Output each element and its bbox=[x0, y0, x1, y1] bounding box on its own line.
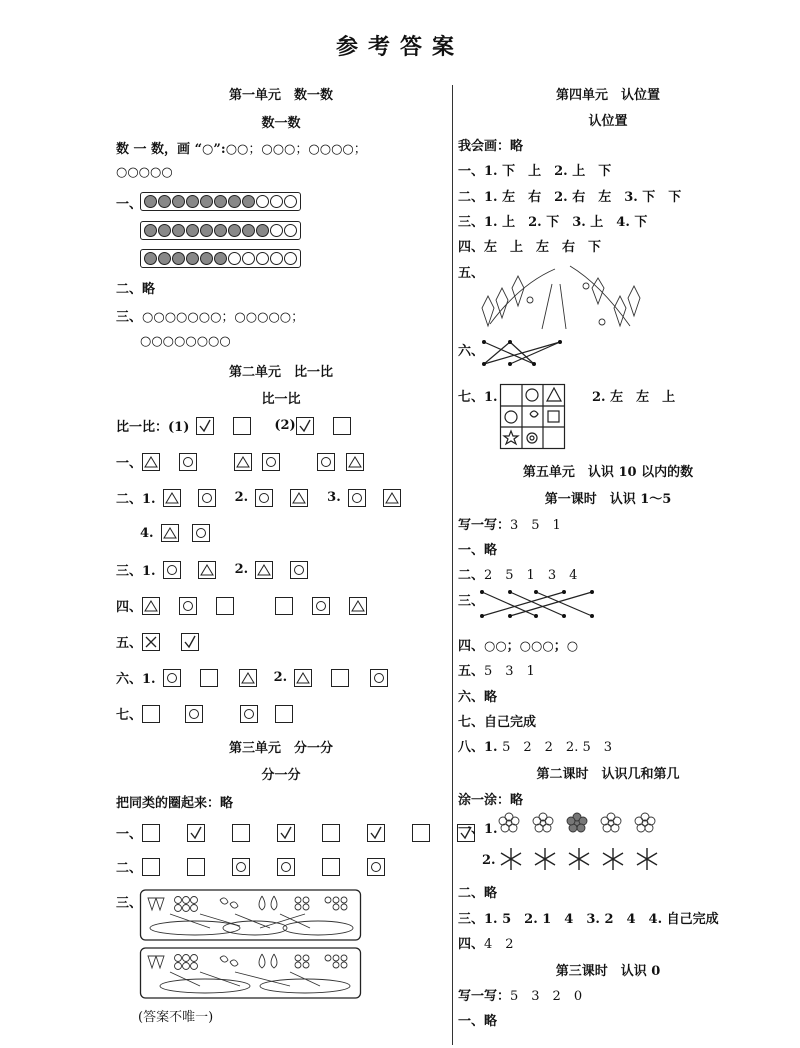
u2-q4-label: 四、 bbox=[116, 600, 143, 615]
unit1-heading: 第一单元 数一数 bbox=[228, 88, 333, 103]
u2-q2-label: 二、1. bbox=[116, 492, 156, 507]
l1-i-line bbox=[458, 736, 612, 755]
cross-box bbox=[142, 633, 160, 651]
l2-b-label: 一、1. bbox=[458, 822, 498, 837]
filled-bead bbox=[172, 252, 185, 265]
empty-box bbox=[275, 597, 293, 615]
star-row bbox=[500, 846, 670, 872]
filled-bead bbox=[172, 195, 185, 208]
empty-bead bbox=[284, 195, 297, 208]
triangle-box bbox=[290, 489, 308, 507]
filled-bead bbox=[144, 252, 157, 265]
empty-box bbox=[216, 597, 234, 615]
circle-box bbox=[179, 597, 197, 615]
empty-box bbox=[233, 417, 251, 435]
l2-f-label: 四、 bbox=[458, 937, 485, 952]
l1-i-value: 5 2 2 2. 5 3 bbox=[502, 740, 613, 755]
empty-bead bbox=[270, 195, 283, 208]
triangle-box bbox=[142, 597, 160, 615]
circle-box bbox=[240, 705, 258, 723]
empty-box bbox=[142, 858, 160, 876]
filled-bead bbox=[186, 195, 199, 208]
empty-bead bbox=[242, 252, 255, 265]
l1-c-line bbox=[458, 564, 577, 583]
empty-box bbox=[412, 824, 430, 842]
r2-label: 一、1. bbox=[458, 164, 498, 179]
filled-bead bbox=[186, 224, 199, 237]
filled-bead bbox=[158, 195, 171, 208]
r7-label: 六、 bbox=[458, 344, 485, 359]
l1-a-line bbox=[458, 514, 561, 533]
filled-bead bbox=[144, 195, 157, 208]
l2-d-line: 二、略 bbox=[458, 886, 498, 901]
u2-q7-line bbox=[116, 704, 300, 723]
u2-q2-line2 bbox=[140, 524, 217, 542]
u2-q6-label: 六、1. bbox=[116, 672, 156, 687]
triangle-box bbox=[198, 561, 216, 579]
unit5-heading: 第五单元 认识 10 以内的数 bbox=[522, 465, 694, 480]
unit4-subheading: 认位置 bbox=[588, 114, 628, 129]
u2-q5-label: 五、 bbox=[116, 636, 143, 651]
bead-row-1 bbox=[140, 192, 301, 211]
l3-a-line bbox=[458, 985, 582, 1004]
u3-q3-label: 三、 bbox=[116, 896, 143, 911]
circle-box bbox=[179, 453, 197, 471]
empty-box bbox=[232, 824, 250, 842]
l1-f-value: 5 3 1 bbox=[484, 664, 535, 679]
circle-box bbox=[198, 489, 216, 507]
u2-q6-b: 2. bbox=[273, 670, 288, 685]
filled-bead bbox=[158, 224, 171, 237]
l1-d-label: 三、 bbox=[458, 594, 485, 609]
u1-line1-rest: ○○；○○○；○○○○； bbox=[225, 142, 367, 157]
r5-line: 四、左 上 左 右 下 bbox=[458, 240, 602, 255]
bead-row-2 bbox=[140, 221, 301, 240]
q3-line bbox=[116, 306, 304, 325]
l1-f-label: 五、 bbox=[458, 664, 485, 679]
r3-line bbox=[458, 186, 681, 205]
circle-box bbox=[185, 705, 203, 723]
r8-label: 七、1. bbox=[458, 390, 498, 405]
r6-label: 五、 bbox=[458, 266, 485, 281]
r4-rest: 上 2. 下 3. 上 4. 下 bbox=[502, 215, 648, 230]
r8-rest: 2. 左 左 上 bbox=[592, 390, 676, 405]
l2-e-value: 5 2. 1 4 3. 2 4 4. 自己完成 bbox=[502, 912, 719, 927]
unit2-subheading: 比一比 bbox=[261, 392, 301, 407]
empty-box bbox=[187, 858, 205, 876]
bead-strip bbox=[140, 192, 301, 211]
unit4-heading: 第四单元 认位置 bbox=[555, 88, 660, 103]
filled-bead bbox=[228, 224, 241, 237]
triangle-box bbox=[234, 453, 252, 471]
bi-label: 比一比：(1) bbox=[116, 420, 190, 435]
empty-box bbox=[331, 669, 349, 687]
bi-yi-bi-line bbox=[116, 416, 358, 435]
check-box bbox=[296, 417, 314, 435]
triangle-box bbox=[161, 524, 179, 542]
empty-box bbox=[322, 858, 340, 876]
lesson2-heading: 第二课时 认识几和第几 bbox=[536, 767, 680, 782]
triangle-box bbox=[142, 453, 160, 471]
empty-box bbox=[142, 705, 160, 723]
u3-q1-line bbox=[116, 823, 482, 842]
empty-box bbox=[322, 824, 340, 842]
filled-bead bbox=[214, 195, 227, 208]
l2-a-line: 涂一涂：略 bbox=[458, 793, 524, 808]
r2-rest: 下 上 2. 上 下 bbox=[502, 164, 612, 179]
empty-bead bbox=[284, 252, 297, 265]
l1-a-value: 3 5 1 bbox=[510, 518, 561, 533]
bead-strip bbox=[140, 249, 301, 268]
lesson3-heading: 第三课时 认识 0 bbox=[555, 964, 661, 979]
r2-line bbox=[458, 160, 611, 179]
filled-bead bbox=[172, 224, 185, 237]
column-divider bbox=[452, 85, 453, 1045]
l2-c-label: 2. bbox=[482, 853, 496, 868]
empty-box bbox=[200, 669, 218, 687]
circle-box bbox=[277, 858, 295, 876]
l3-a-label: 写一写： bbox=[458, 989, 511, 1004]
l2-f-line bbox=[458, 933, 514, 952]
filled-bead bbox=[144, 224, 157, 237]
check-box bbox=[187, 824, 205, 842]
circle-box bbox=[262, 453, 280, 471]
filled-bead bbox=[242, 195, 255, 208]
l2-f-value: 4 2 bbox=[484, 937, 514, 952]
bead-strip bbox=[140, 221, 301, 240]
u2-q2-b: 2. bbox=[234, 490, 249, 505]
l1-b-line: 一、略 bbox=[458, 543, 498, 558]
u3-line1: 把同类的圈起来：略 bbox=[116, 796, 234, 811]
empty-bead bbox=[270, 252, 283, 265]
triangle-box bbox=[383, 489, 401, 507]
empty-box bbox=[142, 824, 160, 842]
flower-row bbox=[498, 811, 668, 837]
empty-bead bbox=[256, 252, 269, 265]
position-grid bbox=[500, 384, 566, 450]
check-box bbox=[196, 417, 214, 435]
empty-bead bbox=[284, 224, 297, 237]
circle-box bbox=[370, 669, 388, 687]
filled-bead bbox=[242, 224, 255, 237]
q1-label: 一、 bbox=[116, 197, 143, 212]
u2-q7-label: 七、 bbox=[116, 708, 143, 723]
filled-bead bbox=[200, 224, 213, 237]
empty-bead bbox=[228, 252, 241, 265]
triangle-box bbox=[349, 597, 367, 615]
q3-line1: ○○○○○○○；○○○○○； bbox=[142, 310, 305, 325]
u2-q1-line bbox=[116, 452, 371, 471]
r4-label: 三、1. bbox=[458, 215, 498, 230]
l1-c-value: 2 5 1 3 4 bbox=[484, 568, 578, 583]
l1-h-line: 七、自己完成 bbox=[458, 715, 537, 730]
l3-a-value: 5 3 2 0 bbox=[510, 989, 583, 1004]
l2-e-label: 三、1. bbox=[458, 912, 498, 927]
empty-box bbox=[275, 705, 293, 723]
filled-bead bbox=[158, 252, 171, 265]
unit1-subheading: 数一数 bbox=[261, 116, 301, 131]
triangle-box bbox=[255, 561, 273, 579]
page-title: 参考答案 bbox=[335, 34, 464, 60]
u1-line1-prefix: 数 一 数，画 “○”: bbox=[116, 142, 226, 157]
unit3-subheading: 分一分 bbox=[261, 768, 301, 783]
u2-q4-line bbox=[116, 596, 374, 615]
u3-note: (答案不唯一) bbox=[138, 1010, 214, 1025]
triangle-box bbox=[239, 669, 257, 687]
r4-line bbox=[458, 211, 647, 230]
triangle-box bbox=[294, 669, 312, 687]
filled-bead bbox=[256, 224, 269, 237]
q3-label: 三、 bbox=[116, 310, 143, 325]
u2-q3-label: 三、1. bbox=[116, 564, 156, 579]
matching-lines-2 bbox=[480, 589, 596, 619]
u2-q6-line bbox=[116, 668, 395, 687]
u2-q3-line bbox=[116, 560, 315, 579]
r3-rest: 左 右 2. 右 左 3. 下 下 bbox=[502, 190, 682, 205]
circle-box bbox=[367, 858, 385, 876]
circle-box bbox=[290, 561, 308, 579]
u2-q2-line bbox=[116, 488, 408, 507]
circle-box bbox=[348, 489, 366, 507]
circle-box bbox=[192, 524, 210, 542]
circle-box bbox=[312, 597, 330, 615]
u3-q2-label: 二、 bbox=[116, 861, 143, 876]
sorting-illustration bbox=[140, 888, 362, 1000]
empty-bead bbox=[256, 195, 269, 208]
unit2-heading: 第二单元 比一比 bbox=[228, 365, 333, 380]
circle-box bbox=[232, 858, 250, 876]
l1-g-line: 六、略 bbox=[458, 690, 498, 705]
filled-bead bbox=[200, 252, 213, 265]
l1-f-line bbox=[458, 660, 535, 679]
l1-i-label: 八、1. bbox=[458, 740, 498, 755]
u2-q2-c: 3. bbox=[327, 490, 341, 505]
l3-b-line: 一、略 bbox=[458, 1014, 498, 1029]
circle-box bbox=[163, 561, 181, 579]
u3-q1-label: 一、 bbox=[116, 827, 143, 842]
q2-line: 二、略 bbox=[116, 282, 156, 297]
filled-bead bbox=[214, 224, 227, 237]
r3-label: 二、1. bbox=[458, 190, 498, 205]
triangle-box bbox=[346, 453, 364, 471]
road-trees-illustration bbox=[480, 264, 640, 334]
circle-box bbox=[163, 669, 181, 687]
q3-line2: ○○○○○○○○ bbox=[140, 334, 231, 349]
check-box bbox=[181, 633, 199, 651]
matching-lines bbox=[482, 338, 562, 368]
circle-box bbox=[255, 489, 273, 507]
u1-line2: ○○○○○ bbox=[116, 165, 173, 180]
r1-line: 我会画：略 bbox=[458, 139, 524, 154]
empty-bead bbox=[270, 224, 283, 237]
filled-bead bbox=[186, 252, 199, 265]
bi-label2: (2) bbox=[274, 418, 296, 433]
triangle-box bbox=[163, 489, 181, 507]
l1-e-line: 四、○○；○○○；○ bbox=[458, 639, 579, 654]
bead-row-3 bbox=[140, 249, 301, 268]
filled-bead bbox=[214, 252, 227, 265]
filled-bead bbox=[200, 195, 213, 208]
l2-e-line bbox=[458, 908, 719, 927]
u2-q5-line bbox=[116, 632, 206, 651]
circle-box bbox=[317, 453, 335, 471]
check-box bbox=[277, 824, 295, 842]
u2-q3-b: 2. bbox=[234, 562, 249, 577]
l1-c-label: 二、 bbox=[458, 568, 485, 583]
u1-line1 bbox=[116, 138, 367, 157]
u2-q1-label: 一、 bbox=[116, 456, 143, 471]
u3-q2-line bbox=[116, 857, 392, 876]
empty-box bbox=[333, 417, 351, 435]
lesson1-heading: 第一课时 认识 1～5 bbox=[544, 492, 672, 507]
filled-bead bbox=[228, 195, 241, 208]
check-box bbox=[367, 824, 385, 842]
l1-a-label: 写一写： bbox=[458, 518, 511, 533]
unit3-heading: 第三单元 分一分 bbox=[228, 741, 333, 756]
u2-q2-d: 4. bbox=[140, 525, 154, 541]
